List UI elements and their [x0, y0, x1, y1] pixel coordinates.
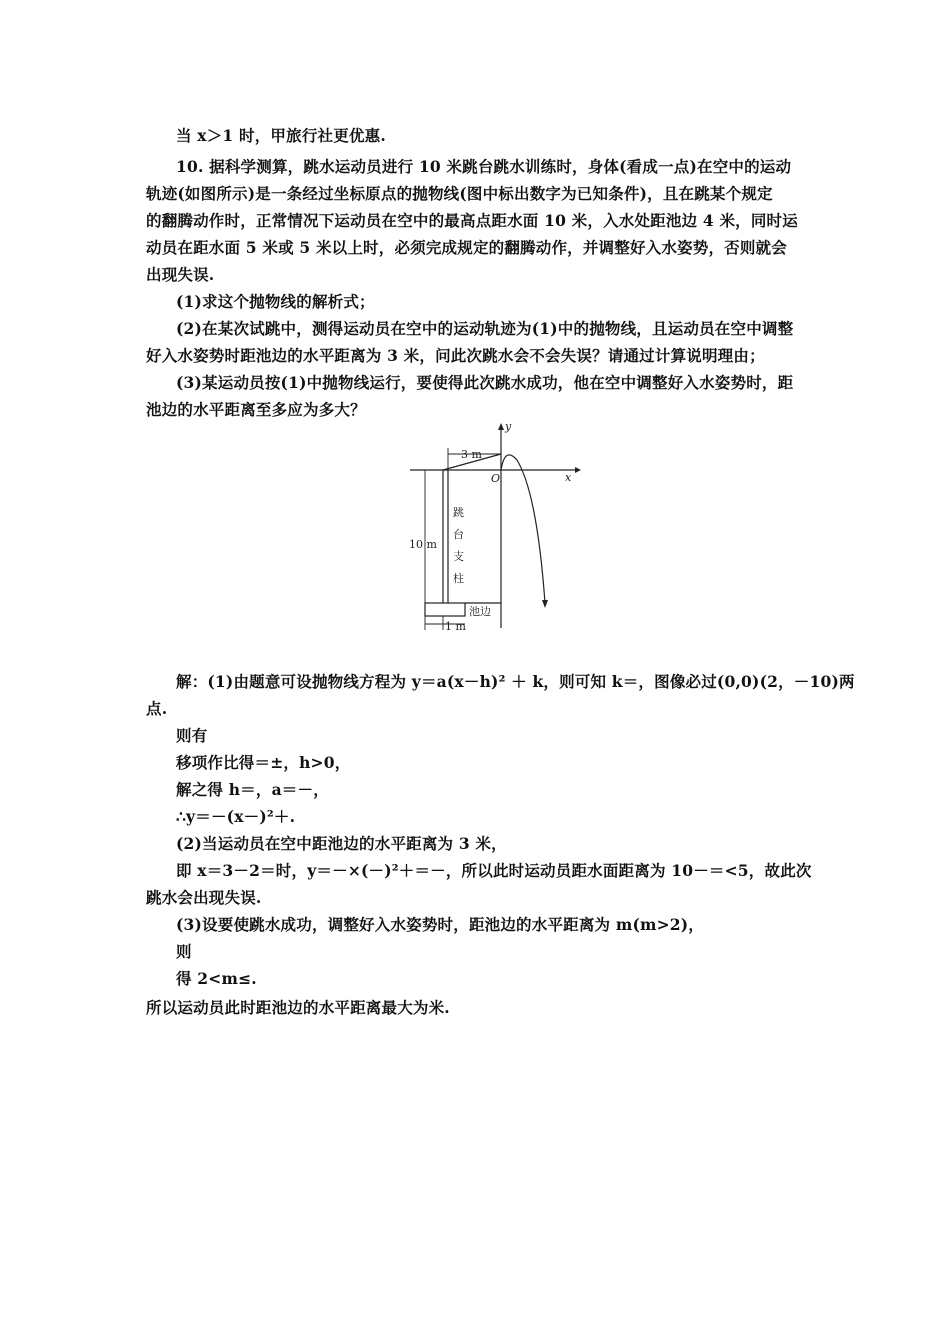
parabola-trajectory — [501, 455, 545, 603]
x-axis-label: x — [565, 471, 572, 484]
origin-label: O — [491, 472, 501, 485]
pillar-char: 支 — [453, 550, 464, 563]
solution-line: 则 — [176, 942, 192, 961]
dim-1m-label: 1 m — [445, 620, 466, 633]
pillar-char: 台 — [453, 528, 464, 541]
solution-line: 即 x＝3－2＝时，y＝－×(－)²＋＝－，所以此时运动员距水面距离为 10－＝<5，故此次 — [176, 861, 812, 880]
solution-line: 跳水会出现失误. — [146, 888, 262, 907]
solution-line: 移项作比得＝±，h>0， — [176, 753, 351, 772]
y-axis-arrow — [498, 423, 504, 430]
solution-line: 则有 — [176, 726, 208, 745]
solution-line: 得 2<m≤. — [176, 969, 257, 988]
question-1: (1)求这个抛物线的解析式； — [176, 292, 375, 311]
dim-3m-label: 3 m — [461, 448, 482, 461]
pool-edge-block — [425, 603, 465, 616]
solution-line: 点. — [146, 699, 168, 718]
pillar-char: 跳 — [453, 506, 464, 519]
solution-line: 解：(1)由题意可设抛物线方程为 y＝a(x－h)² ＋ k，则可知 k＝，图像必过(0,0)(2，－10)两 — [176, 672, 855, 691]
solution-line: ∴y＝－(x－)²＋. — [176, 807, 296, 826]
pillar-char: 柱 — [453, 572, 464, 585]
text-line: 当 x＞1 时，甲旅行社更优惠. — [176, 126, 386, 145]
text-line: 轨迹(如图所示)是一条经过坐标原点的抛物线(图中标出数字为已知条件)，且在跳某个规定 — [146, 184, 773, 203]
text-line: 好入水姿势时距池边的水平距离为 3 米，问此次跳水会不会失误？请通过计算说明理由； — [146, 346, 765, 365]
diving-diagram — [405, 418, 585, 638]
y-axis-label: y — [505, 420, 512, 433]
text-line: 出现失误. — [146, 265, 215, 284]
x-axis-arrow — [575, 467, 581, 473]
question-3: (3)某运动员按(1)中抛物线运行，要使得此次跳水成功，他在空中调整好入水姿势时，距 — [176, 373, 794, 392]
solution-line: (2)当运动员在空中距池边的水平距离为 3 米， — [176, 834, 507, 853]
text-line: 池边的水平距离至多应为多大？ — [146, 400, 366, 419]
solution-line: (3)设要使跳水成功，调整好入水姿势时，距池边的水平距离为 m(m>2)， — [176, 915, 704, 934]
text-line: 的翻腾动作时，正常情况下运动员在空中的最高点距水面 10 米，入水处距池边 4 米，同时运 — [146, 211, 798, 230]
question-2: (2)在某次试跳中，测得运动员在空中的运动轨迹为(1)中的抛物线，且运动员在空中调整 — [176, 319, 794, 338]
text-line: 动员在距水面 5 米或 5 米以上时，必须完成规定的翻腾动作，并调整好入水姿势，否则就会 — [146, 238, 787, 257]
solution-conclusion: 所以运动员此时距池边的水平距离最大为米. — [146, 998, 450, 1017]
pool-edge-label: 池边 — [469, 605, 491, 618]
solution-line: 解之得 h＝，a＝－， — [176, 780, 329, 799]
problem-10-line: 10. 据科学测算，跳水运动员进行 10 米跳台跳水训练时，身体(看成一点)在空中的运动 — [176, 157, 792, 176]
dim-10m-label: 10 m — [409, 538, 437, 551]
